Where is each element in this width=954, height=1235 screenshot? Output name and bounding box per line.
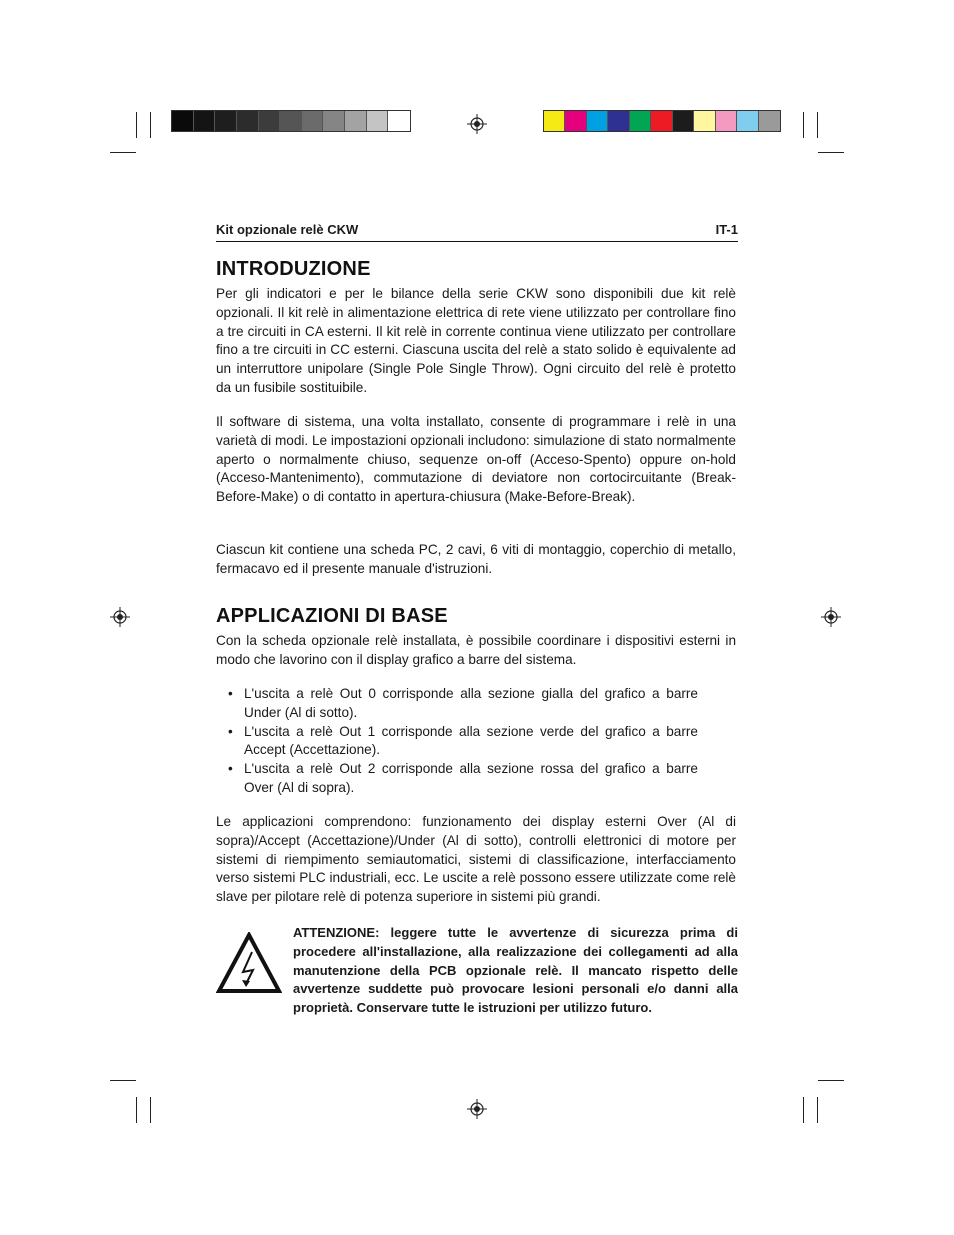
calibration-swatch: [630, 111, 651, 131]
running-header: [216, 222, 738, 242]
calibration-swatch: [544, 111, 565, 131]
calibration-swatch: [388, 111, 410, 131]
calibration-swatch: [345, 111, 367, 131]
crop-mark: [803, 1097, 804, 1123]
calibration-swatch: [759, 111, 780, 131]
section-title-intro: INTRODUZIONE: [216, 258, 371, 280]
intro-paragraph: Per gli indicatori e per le bilance della serie CKW sono disponibili due kit relè opzionali. Il kit relè in alimentazione elettrica di rete viene utilizzato per controllare fino a tre circuiti in CA esterni. Il kit relè in corrente continua viene utilizzato per controllare fino a tre circuiti in CC esterni. Ciascuna uscita del relè a stato solido è equivalente ad un interruttore unipolare (Single Pole Single Throw). Ogni circuito del relè è protetto da un fusibile sostituibile.: [216, 286, 736, 395]
grayscale-calibration-bar: [171, 110, 411, 132]
relay-output-list: [228, 685, 698, 798]
color-calibration-bar: [543, 110, 781, 132]
basic-intro-paragraph: Con la scheda opzionale relè installata, è possibile coordinare i dispositivi esterni in modo che lavorino con il display grafico a barre del sistema.: [216, 633, 736, 667]
calibration-swatch: [259, 111, 281, 131]
calibration-swatch: [172, 111, 194, 131]
registration-target-icon: [467, 114, 487, 134]
calibration-swatch: [694, 111, 715, 131]
electric-hazard-icon: [216, 932, 282, 994]
calibration-swatch: [587, 111, 608, 131]
calibration-swatch: [194, 111, 216, 131]
crop-mark: [136, 112, 137, 138]
applications-paragraph: Le applicazioni comprendono: funzionamento dei display esterni Over (Al di sopra)/Accept (Accettazione)/Under (Al di sotto), controlli elettronici di motore per sistemi di riempimento semiautomatici, sistemi di classificazione, interfacciamento verso sistemi PLC industriali, ecc. Le uscite a relè possono essere utilizzate come relè slave per pilotare relè di potenza superiore in sistemi più grandi.: [216, 814, 736, 905]
registration-target-icon: [110, 607, 130, 627]
calibration-swatch: [737, 111, 758, 131]
list-item: • L'uscita a relè Out 1 corrisponde alla sezione verde del grafico a barre Accept (Accettazione).: [228, 723, 698, 761]
calibration-swatch: [716, 111, 737, 131]
crop-mark: [150, 112, 151, 138]
calibration-swatch: [215, 111, 237, 131]
section-title-basic: APPLICAZIONI DI BASE: [216, 605, 448, 627]
calibration-swatch: [565, 111, 586, 131]
header-title: Kit opzionale relè CKW: [216, 222, 359, 237]
crop-mark: [110, 1080, 136, 1081]
crop-mark: [110, 152, 136, 153]
calibration-swatch: [608, 111, 629, 131]
calibration-swatch: [651, 111, 672, 131]
list-item: • L'uscita a relè Out 2 corrisponde alla sezione rossa del grafico a barre Over (Al di sopra).: [228, 760, 698, 798]
registration-target-icon: [467, 1099, 487, 1119]
calibration-swatch: [237, 111, 259, 131]
calibration-swatch: [367, 111, 389, 131]
crop-mark: [803, 112, 804, 138]
crop-mark: [818, 152, 844, 153]
warning-text: ATTENZIONE: leggere tutte le avvertenze di sicurezza prima di procedere all'installazione, alla realizzazione dei collegamenti ad alla manutenzione della PCB opzionale relè. Il mancato rispetto delle avvertenze suddette può provocare lesioni personali e/o danni alla proprietà. Conservare tutte le istruzioni per utilizzo futuro.: [293, 925, 738, 1016]
crop-mark: [817, 112, 818, 138]
page-number: IT-1: [715, 222, 738, 237]
crop-mark: [818, 1080, 844, 1081]
crop-mark: [817, 1097, 818, 1123]
registration-target-icon: [821, 607, 841, 627]
list-item: • L'uscita a relè Out 0 corrisponde alla sezione gialla del grafico a barre Under (Al di sotto).: [228, 685, 698, 723]
crop-mark: [150, 1097, 151, 1123]
crop-mark: [136, 1097, 137, 1123]
intro-paragraph: Il software di sistema, una volta installato, consente di programmare i relè in una varietà di modi. Le impostazioni opzionali includono: simulazione di stato normalmente aperto o normalmente chiuso, sequenze on-off (Acceso-Spento) oppure on-hold (Acceso-Mantenimento), commutazione di deviatore non cortocircuitante (Break-Before-Make) o di contatto in apertura-chiusura (Make-Before-Break).: [216, 414, 736, 505]
calibration-swatch: [280, 111, 302, 131]
calibration-swatch: [673, 111, 694, 131]
calibration-swatch: [323, 111, 345, 131]
intro-paragraph: Ciascun kit contiene una scheda PC, 2 cavi, 6 viti di montaggio, coperchio di metallo, fermacavo ed il presente manuale d'istruzioni.: [216, 542, 736, 576]
calibration-swatch: [302, 111, 324, 131]
